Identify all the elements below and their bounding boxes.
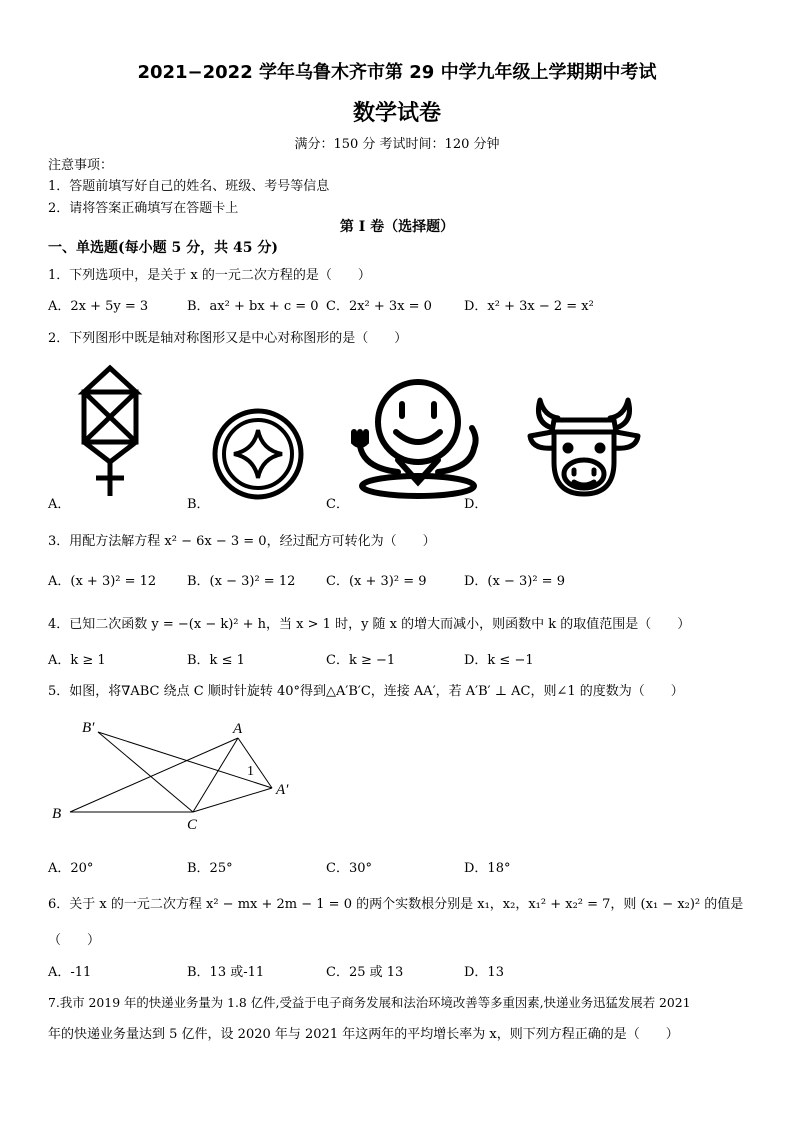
q3-option-c: C．(x + 3)² = 9 [326,574,427,589]
q4-option-a: A．k ≥ 1 [48,653,106,668]
q2-figure-d [524,392,644,502]
q5-option-d: D．18° [464,861,511,876]
q5-option-c: C．30° [326,861,372,876]
q6-option-b: B．13 或-11 [187,965,265,980]
exam-subtitle: 数学试卷 [352,101,441,126]
q5-label-aprime: A′ [276,782,289,798]
q5-option-a: A．20° [48,861,94,876]
q6-blank: （ ） [48,933,101,948]
q1-option-d: D．x² + 3x − 2 = x² [464,299,594,314]
exam-meta: 满分：150 分 考试时间：120 分钟 [294,137,500,152]
notes-item-2: 2．请将答案正确填写在答题卡上 [48,201,239,216]
q7-line-2: 年的快递业务量达到 5 亿件，设 2020 年与 2021 年这两年的平均增长率为 x，则下列方程正确的是（ ） [48,1027,679,1042]
q5-option-b: B．25° [187,861,233,876]
q2-stem: 2．下列图形中既是轴对称图形又是中心对称图形的是（ ） [48,331,408,346]
q5-label-a: A [233,721,243,737]
q6-option-a: A．-11 [48,965,92,980]
q5-label-c: C [187,817,198,833]
notes-item-1: 1．答题前填写好自己的姓名、班级、考号等信息 [48,179,330,194]
group-title: 一、单选题(每小题 5 分，共 45 分) [48,240,278,256]
exam-title: 2021−2022 学年乌鲁木齐市第 29 中学九年级上学期期中考试 [137,62,657,83]
q2-option-c: C． [326,497,349,512]
q1-option-c: C．2x² + 3x = 0 [326,299,432,314]
q5-label-bprime: B′ [82,720,95,736]
q4-option-d: D．k ≤ −1 [464,653,534,668]
q6-option-d: D．13 [464,965,504,980]
q3-stem: 3．用配方法解方程 x² − 6x − 3 = 0，经过配方可转化为（ ） [48,534,436,549]
notes-heading: 注意事项： [48,158,114,173]
q1-stem: 1．下列选项中，是关于 x 的一元二次方程的是（ ） [48,268,371,283]
q5-label-b: B [52,806,62,822]
q1-option-a: A．2x + 5y = 3 [48,299,149,314]
q2-option-a: A． [48,497,71,512]
q7-line-1: 7.我市 2019 年的快递业务量为 1.8 亿件,受益于电子商务发展和法治环境改善等多重因素,快递业务迅猛发展若 2021 [48,995,691,1010]
q5-stem: 5．如图，将∇ABC 绕点 C 顺时针旋转 40°得到△A′B′C，连接 AA′，若 A′B′ ⊥ AC，则∠1 的度数为（ ） [48,684,684,699]
q2-figure-c [350,376,486,502]
q2-figure-a [70,362,150,500]
q5-label-angle1: 1 [247,764,254,779]
q3-option-d: D．(x − 3)² = 9 [464,574,565,589]
q4-option-c: C．k ≥ −1 [326,653,396,668]
q3-option-b: B．(x − 3)² = 12 [187,574,296,589]
q1-option-b: B．ax² + bx + c = 0 [187,299,319,314]
q4-stem: 4．已知二次函数 y = −(x − k)² + h，当 x > 1 时，y 随 x 的增大而减小，则函数中 k 的取值范围是（ ） [48,617,691,632]
q3-option-a: A．(x + 3)² = 12 [48,574,157,589]
q2-figure-b [210,406,306,502]
q4-option-b: B．k ≤ 1 [187,653,245,668]
q2-option-d: D． [464,497,488,512]
q6-option-c: C．25 或 13 [326,965,404,980]
q2-option-b: B． [187,497,210,512]
q5-figure [40,712,310,838]
q6-stem: 6．关于 x 的一元二次方程 x² − mx + 2m − 1 = 0 的两个实数根分别是 x₁，x₂，x₁² + x₂² = 7，则 (x₁ − x₂)² 的值是 [48,897,744,912]
part-title: 第 I 卷（选择题） [339,219,455,235]
